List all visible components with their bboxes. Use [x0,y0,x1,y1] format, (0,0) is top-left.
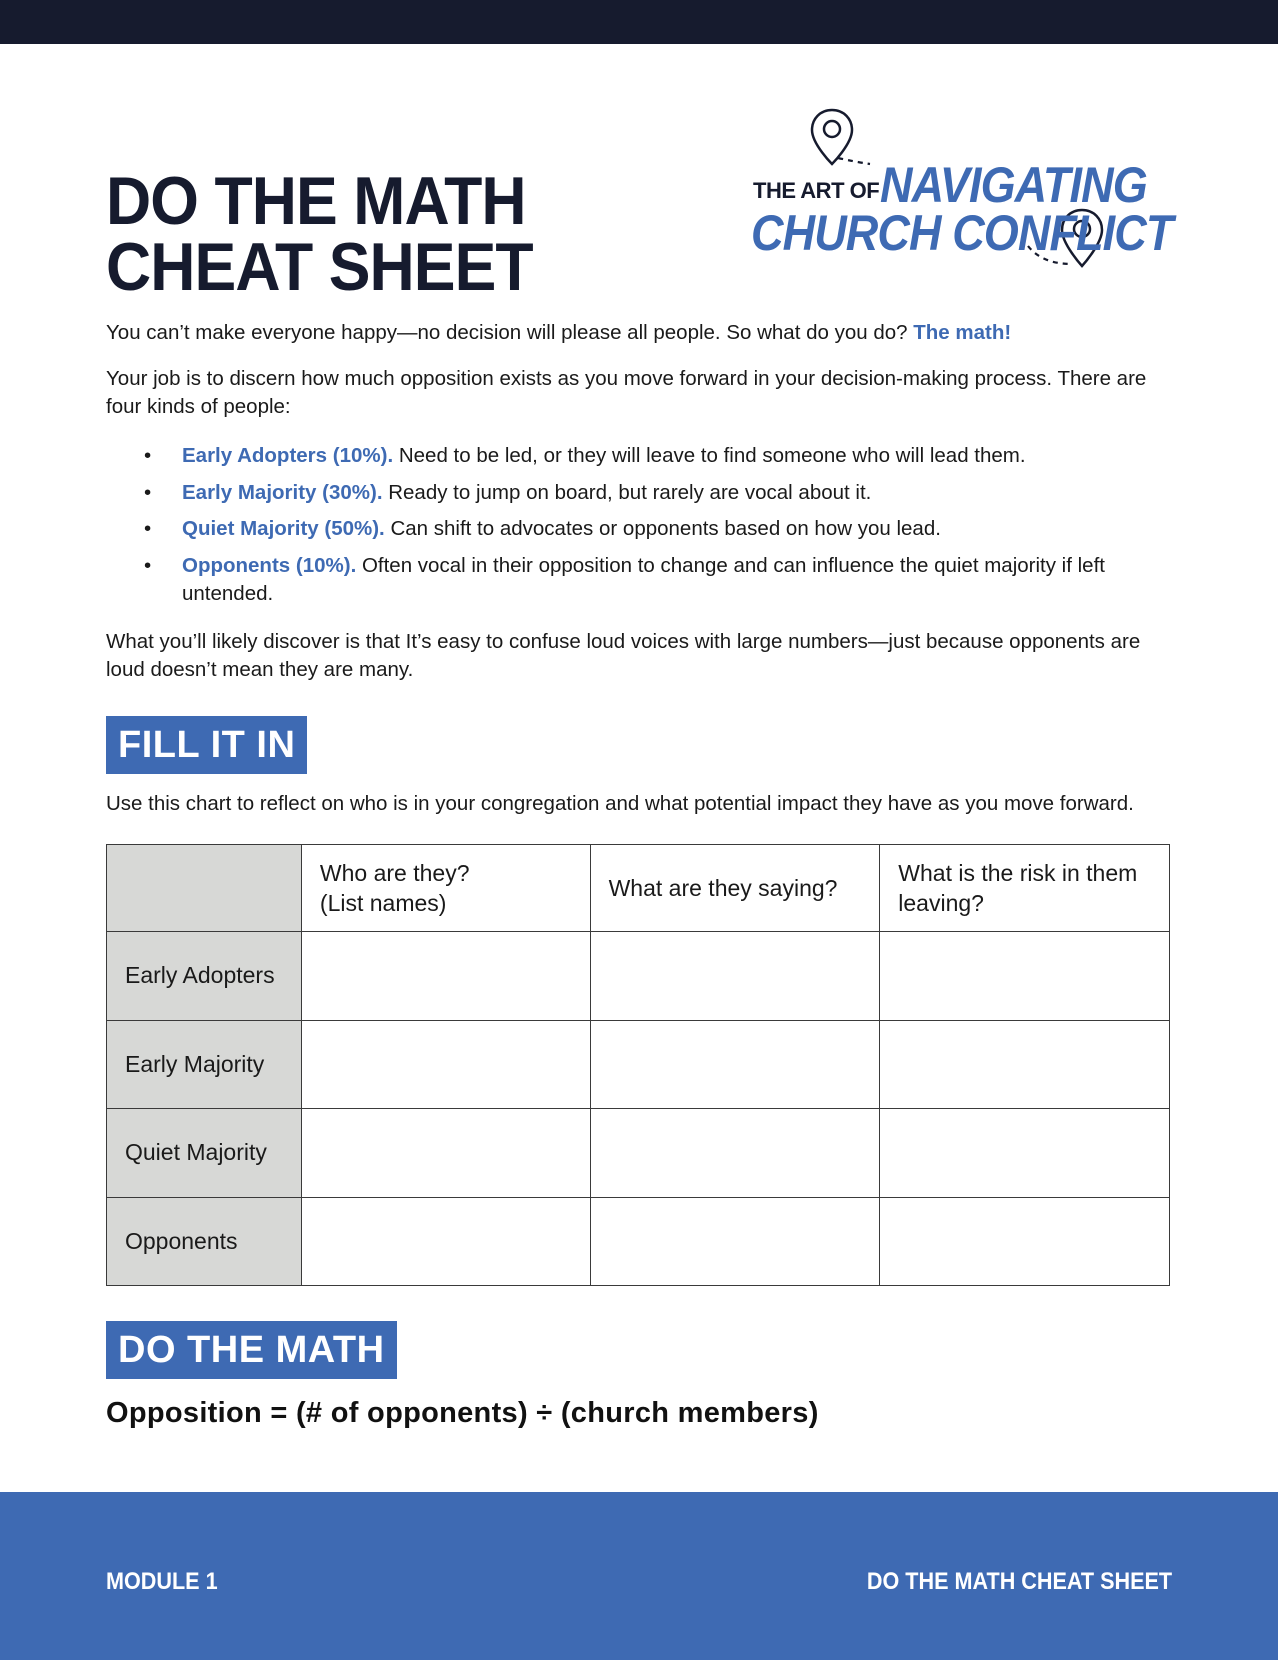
bullet-text: Can shift to advocates or opponents based on how you lead. [384,517,941,540]
fill-it-in-heading: FILL IT IN [106,716,307,774]
title-line-2: CHEAT SHEET [106,229,533,305]
list-item [144,479,1124,507]
table-cell[interactable] [880,1197,1170,1286]
row-label: Opponents [107,1197,302,1286]
bullet-icon: • [144,444,152,467]
people-types-list [144,442,1124,616]
table-cell[interactable] [590,1197,880,1286]
bullet-label: Quiet Majority (50%). [182,517,385,540]
bullet-icon: • [144,480,152,504]
table-header-cell [301,845,590,932]
title-line-1: DO THE MATH [106,163,526,239]
logo-small-text: THE ART OF [753,178,880,203]
intro-paragraph-2: Your job is to discern how much opposition exists as you move forward in your decision-making process. There are four kinds of people: [106,367,1147,418]
header-who-text: Who are they? (List names) [319,860,470,916]
bullet-icon: • [144,553,152,577]
table-row [107,1197,1170,1286]
bullet-text: Need to be led, or they will leave to find someone who will lead them. [393,444,1026,467]
footer-module-label: MODULE 1 [106,1568,218,1595]
row-label: Quiet Majority [107,1109,302,1198]
row-label: Early Majority [107,1020,302,1109]
intro-text: You can’t make everyone happy—no decision will please all people. So what do you do? [106,321,914,344]
table-row [107,1109,1170,1198]
table-header-row [107,845,1170,932]
bullet-text: Ready to jump on board, but rarely are vocal about it. [382,480,872,504]
table-cell[interactable] [880,932,1170,1021]
bullet-label: Early Adopters (10%). [182,444,394,467]
table-cell[interactable] [590,1020,880,1109]
list-item [144,515,1124,543]
top-bar [0,0,1278,44]
bullet-label: Early Majority (30%). [182,480,383,504]
closing-paragraph: What you’ll likely discover is that It’s easy to confuse loud voices with large numbers—just because opponents are loud doesn’t mean they are many. [106,630,1141,681]
footer-title: DO THE MATH CHEAT SHEET [866,1568,1172,1595]
table-header-cell: What is the risk in them leaving? [880,845,1170,932]
table-row [107,932,1170,1021]
table-cell[interactable] [590,932,880,1021]
table-cell[interactable] [301,1109,590,1198]
intro-accent: The math! [913,321,1012,344]
reflection-table [106,844,1170,1286]
table-cell[interactable] [301,1197,590,1286]
logo-line-2: CHURCH CONFLICT [751,205,1173,261]
logo [746,108,1176,288]
logo-line-1: NAVIGATING [880,157,1147,213]
bullet-icon: • [144,517,152,540]
page-title [106,163,533,305]
table-cell[interactable] [590,1109,880,1198]
table-cell[interactable] [301,1020,590,1109]
intro-paragraph-1 [106,319,1176,347]
do-the-math-heading: DO THE MATH [106,1321,397,1379]
table-cell[interactable] [880,1020,1170,1109]
fill-description: Use this chart to reflect on who is in your congregation and what potential impact they have as you move forward. [106,792,1134,815]
table-header-cell [107,845,302,932]
table-header-cell: What are they saying? [590,845,880,932]
table-cell[interactable] [301,932,590,1021]
opposition-formula: Opposition = (# of opponents) ÷ (church members) [106,1397,819,1429]
table-row [107,1020,1170,1109]
list-item [144,552,1124,608]
row-label: Early Adopters [107,932,302,1021]
list-item [144,442,1124,470]
bullet-label: Opponents (10%). [182,553,357,577]
table-cell[interactable] [880,1109,1170,1198]
bullet-text: Often vocal in their opposition to change and can influence the quiet majority if left untended. [182,553,1105,605]
